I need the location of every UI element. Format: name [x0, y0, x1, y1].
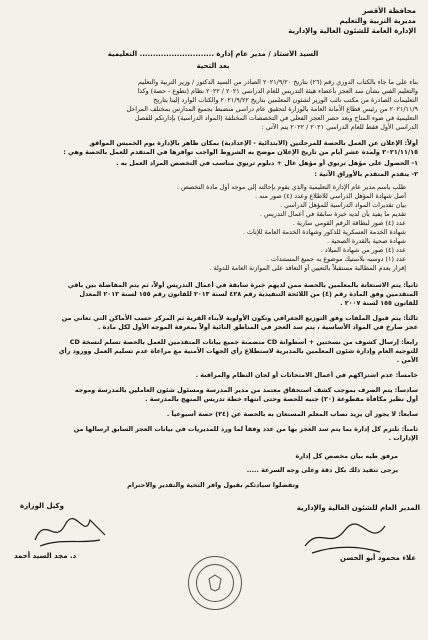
body-line: المتقدمين وفق المادة رقم (٤) من اللائحة التنفيذية رقم ٤٢٨ لسنة ٢٠١٣ للقانون رقم ١٥٥ لسنة ٢٠١٢ المعدل	[79, 290, 418, 298]
requirement-item: ٢- يتقدم المتقدم بالأوراق الآتية :	[314, 170, 418, 178]
document-item: طلب باسم مدير عام الإدارة التعليمية والذي يقوم بإحالته إلى موجه أول مادة التخصص .	[176, 183, 406, 191]
body-line: الدراسي الأول فقط للعام الدراسي ٢٠٢١ / ٢٠٢٢ يتم الآتي :	[261, 123, 418, 131]
attachment-note: مرفق طيه بيان مخصص كل إدارة	[295, 452, 398, 460]
clause-fifth: خامساً: عدم اشتراكهم في أعمال الامتحانات أو لجان النظام والمراقبة .	[195, 371, 418, 379]
body-line: الإدارات .	[388, 434, 418, 442]
document-item: إقرار بعدم المطالبة مستقبلاً بالتعيين أو التعاقد على الموازنة العامة للدولة .	[209, 264, 406, 272]
body-line: للتوجيه العام وإدارة شئون المعلمين بالمديرية لاستطلاع رأي الجهات الأمنية مع مراعاة عدم تسليم العمل وورود رأي	[58, 347, 418, 355]
document-item: أصل شهادة المؤهل الدراسي للاطلاع وعدد (٤) صور منه .	[255, 192, 406, 200]
left-signatory-title: وكيل الوزارة	[20, 502, 64, 510]
document-item: شهادة الخدمة العسكرية للذكور وشهادة الخدمة العامة للإناث .	[242, 228, 406, 236]
clause-third: ثالثاً: يتم قبول الملفات وفق التوزيع الجغرافي وتكون الأولوية لأبناء القرية ثم المركز حسب الأماكن التي تعاني من	[61, 314, 418, 322]
document-item: بيان تقديرات المواد الدراسية للمؤهل الدراسي .	[280, 201, 406, 209]
seal-emblem-icon	[196, 564, 234, 602]
body-line: ٢٠٢١/١١/١٥ ولمدة عشر أيام من تاريخ الإعلان موضح به الشروط الواجب توافرها في المتقدم للعمل بالحصة وهي :	[63, 148, 418, 156]
closing-line: وتفضلوا سيادتكم بقبول وافر التحية والتقدير والاحترام	[127, 481, 299, 489]
document-item: عدد (٤) صور من شهادة الميلاد .	[320, 246, 406, 254]
body-line: الأمن .	[396, 356, 418, 364]
clause-eighth: ثامناً: تلتزم كل إدارة بما يتم سد العجز بها من عدد وفقاً لما ورد للمديريات في بيانات العجز السابق ارسالها من	[73, 425, 418, 433]
letterhead	[288, 6, 416, 36]
body-line: عجز صارخ في المواد الأساسية ، يتم سد العجز في المناطق النائية أولاً بمعرفة الموجه الأول لكل مادة .	[98, 323, 418, 331]
document-item: عدد (٤) صور لبطاقة الرقم القومي سارية .	[292, 219, 406, 227]
directorate-line: مديرية التربية والتعليم	[339, 17, 416, 25]
governorate-line: محافظة الأقصر	[362, 7, 416, 15]
body-line: التعليمية في ضوء المتاح وبعد حصر العجز الفعلي في التخصصات المختلفة (المواد الدراسية) بإدارتكم للفصل	[134, 114, 418, 122]
body-line: والتعليم الفني بشأن سد العجز بأعضاء هيئة التدريس للعام الدراسي ٢٠٢١ / ٢٠٢٢ نظام (تطوع - حصة) وكذا	[137, 87, 418, 95]
body-line: بناء على ما جاء بالكتاب الدوري رقم (٢٦) بتاريخ ٢٠٢١/٩/٢٠ الصادر من السيد الدكتور / وزير التربية والتعليم	[138, 78, 418, 86]
clause-second: ثانياً: يتم الاستعانة بالمعلمين بالحصة ممن لديهم خبرة سابقة في أعمال التدريس أولاً، ثم يتم المفاضلة بين باقي	[67, 281, 418, 289]
right-signatory-title: المدير العام للشئون العالية والإدارية	[296, 504, 420, 512]
right-signatory-name: علاء محمود أبو الحسن	[340, 554, 416, 562]
urgency-note: يرجى تنفيذ ذلك بكل دقة وعلى وجه السرعة .....	[246, 466, 398, 474]
body-line: التعليمات الصادرة من مكتب نائب الوزير لشئون المعلمين بتاريخ ٢٠٢١/٩/٢٢ والكتاب الوارد إلينا بتاريخ	[153, 96, 418, 104]
document-item: شهادة صحية بالقدرة الصحية .	[327, 237, 406, 245]
body-line: للقانون ١٥٥ لسنة ٢٠٠٧ .	[340, 299, 418, 307]
left-signatory-name: د. مجد السيد أحمد	[14, 552, 77, 560]
body-line: ٢٠٢١/١١/٩ من رئيس قطاع الأمانة العامة بالوزارة لتحقيق عام دراسي منضبط بجميع المدارس بمختلف المراحل	[126, 105, 418, 113]
requirement-item: ١- الحصول على مؤهل تربوي أو مؤهل عال + دبلوم تربوي مناسب في التخصص المراد العمل به .	[116, 159, 418, 167]
department-line: الإدارة العامة للشئون العالية والإدارية	[288, 27, 416, 35]
signature-scribble-left	[30, 510, 110, 550]
clause-seventh: سابعاً: لا يجوز أن يزيد نصاب المعلم المستعان به بالحصة عن (٢٤) حصة أسبوعياً .	[166, 410, 418, 418]
greeting-line: بعد التحية	[196, 62, 230, 70]
clause-fourth: رابعاً: إرسال كشوف من نسختين + أسطوانة CD متضمنة جميع بيانات المتقدمين للعمل بالحصة تسلم لنسخة CD	[69, 338, 418, 346]
addressee-line: السيد الأستاذ / مدير عام إدارة ............................ التعليمية	[107, 50, 319, 58]
official-seal	[188, 556, 242, 610]
document-item: تقديم ما يفيد بأن لديه خبرة سابقة في أعمال التدريس .	[259, 210, 406, 218]
clause-first: أولاً: الإعلان عن العمل بالحصة للمرحلتين (الابتدائية - الإعدادية) بمكان ظاهر بالإدارة يوم الخميس الموافق	[89, 139, 418, 147]
body-line: أول نظير مكافأة مقطوعة (٢٠) جنيه للحصة وحتى انتهاء خطة تدريس المنهج بالمدرسة .	[145, 395, 418, 403]
document-item: عدد (١) دوسيه بلاستيك موضوع به جميع المستندات .	[266, 255, 406, 263]
clause-sixth: سادساً: يتم الصرف بموجب كشف استحقاق معتمد من مدير المدرسة ومسئول شئون العاملين بالمدرسة وموجه	[74, 386, 418, 394]
signature-scribble-right	[300, 518, 390, 558]
